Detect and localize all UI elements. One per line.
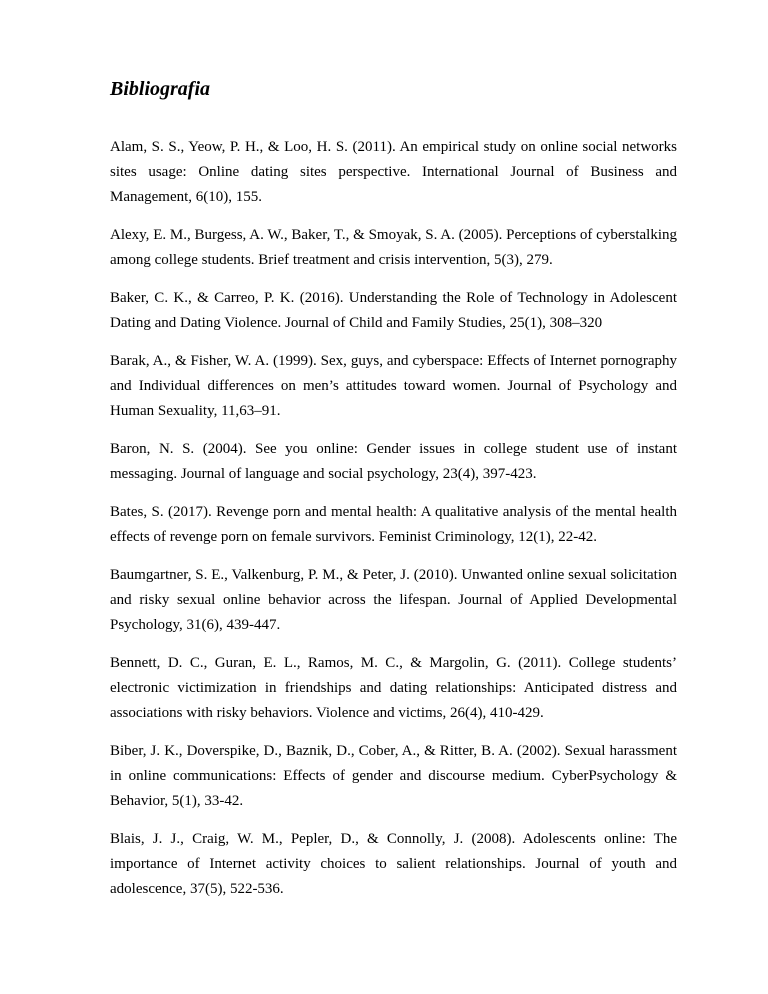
reference-entry: Alam, S. S., Yeow, P. H., & Loo, H. S. (2011). An empirical study on online social networks sites usage: Online dating sites perspective. International Journal of Business and Management, 6(10), 155. [110, 139, 677, 205]
reference-entry: Alexy, E. M., Burgess, A. W., Baker, T., & Smoyak, S. A. (2005). Perceptions of cyberstalking among college students. Brief treatment and crisis intervention, 5(3), 279. [110, 227, 677, 268]
reference-entry: Baumgartner, S. E., Valkenburg, P. M., & Peter, J. (2010). Unwanted online sexual solicitation and risky sexual online behavior across the lifespan. Journal of Applied Developmental Psychology, 31(6), 439-447. [110, 567, 677, 633]
reference-entry: Baron, N. S. (2004). See you online: Gender issues in college student use of instant messaging. Journal of language and social psychology, 23(4), 397-423. [110, 441, 677, 482]
reference-entry: Bates, S. (2017). Revenge porn and mental health: A qualitative analysis of the mental health effects of revenge porn on female survivors. Feminist Criminology, 12(1), 22-42. [110, 504, 677, 545]
page-title: Bibliografia [110, 78, 211, 100]
reference-entry: Baker, C. K., & Carreo, P. K. (2016). Understanding the Role of Technology in Adolescent Dating and Dating Violence. Journal of Child and Family Studies, 25(1), 308–320 [110, 290, 677, 331]
reference-entry: Blais, J. J., Craig, W. M., Pepler, D., & Connolly, J. (2008). Adolescents online: The importance of Internet activity choices to salient relationships. Journal of youth and adolescence, 37(5), 522-536. [110, 831, 677, 897]
reference-entry: Bennett, D. C., Guran, E. L., Ramos, M. C., & Margolin, G. (2011). College students’ electronic victimization in friendships and dating relationships: Anticipated distress and associations with risky behaviors. Violence and victims, 26(4), 410-429. [110, 655, 677, 721]
reference-entry: Biber, J. K., Doverspike, D., Baznik, D., Cober, A., & Ritter, B. A. (2002). Sexual harassment in online communications: Effects of gender and discourse medium. CyberPsychology & Behavior, 5(1), 33-42. [110, 743, 677, 809]
reference-entry: Barak, A., & Fisher, W. A. (1999). Sex, guys, and cyberspace: Effects of Internet pornography and Individual differences on men’s attitudes toward women. Journal of Psychology and Human Sexuality, 11,63–91. [110, 353, 677, 419]
